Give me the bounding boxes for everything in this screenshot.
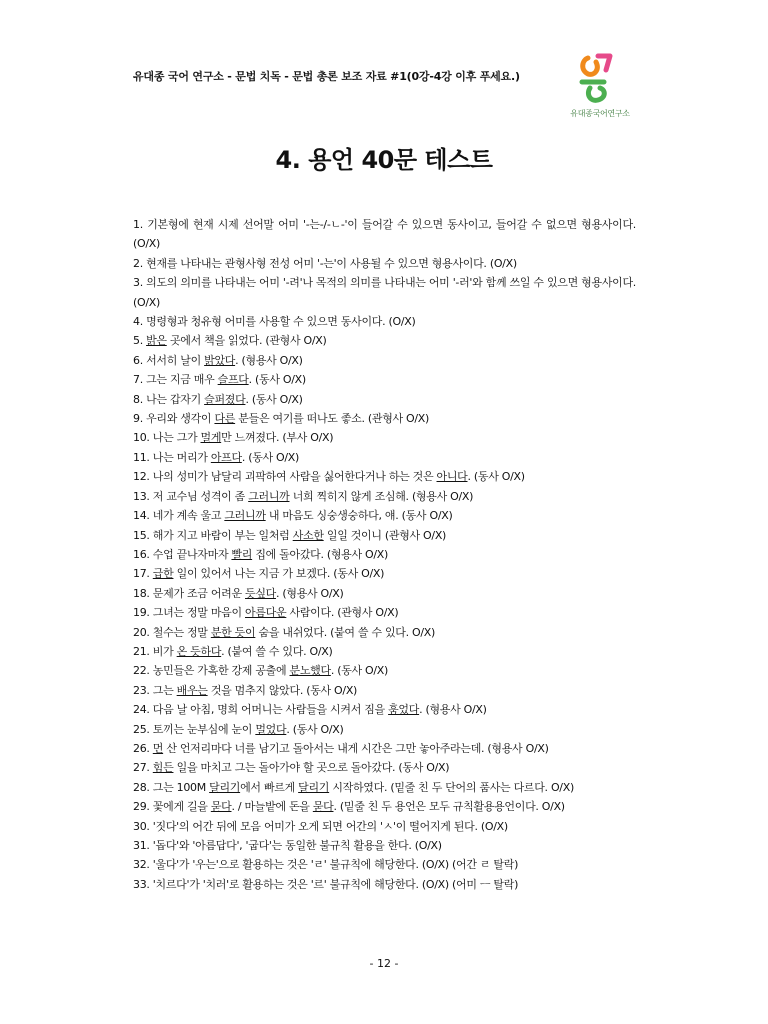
question-text: 19. 그녀는 정말 마음이	[133, 606, 245, 620]
question-text: . (동사 O/X)	[286, 722, 344, 736]
institute-logo	[560, 48, 640, 124]
question-text: . (형용사 O/X)	[275, 586, 344, 600]
question-text: 숨을 내쉬었다. (붙여 쓸 수 있다. O/X)	[255, 625, 436, 639]
document-header: 유대종 국어 연구소 - 문법 치독 - 문법 총론 보조 자료 #1(0강-4강 이후 푸세요.)	[133, 70, 520, 83]
underlined-term: 급한	[152, 567, 174, 581]
underlined-term: 묻다	[210, 800, 232, 814]
question-item	[133, 331, 636, 350]
underlined-term: 다른	[214, 412, 236, 426]
question-text: 22. 농민들은 가혹한 강제 공출에	[133, 664, 290, 678]
question-item	[133, 564, 636, 583]
question-item	[133, 797, 636, 816]
question-text: 분들은 여기를 떠나도 좋소. (관형사 O/X)	[235, 412, 430, 426]
underlined-term: 아름다운	[245, 606, 287, 620]
underlined-term: 아니다	[436, 470, 468, 484]
question-list	[133, 215, 636, 894]
question-text: 12. 나의 성미가 남달리 괴팍하여 사람을 싫어한다거나 하는 것은	[133, 470, 437, 484]
question-text: 집에 돌아갔다. (형용사 O/X)	[252, 547, 389, 561]
question-item	[133, 584, 636, 603]
underlined-term: 배우는	[176, 683, 208, 697]
question-text: 3. 의도의 의미를 나타내는 어미 '-려'나 목적의 의미를 나타내는 어미 '-러'와 함께 쓰일 수 있으면 형용사이다. (O/X)	[133, 276, 636, 309]
question-item	[133, 875, 636, 894]
question-text: 2. 현재를 나타내는 관형사형 전성 어미 '-는'이 사용될 수 있으면 형용사이다. (O/X)	[133, 256, 517, 270]
question-text: 15. 해가 지고 바람이 부는 일처럼	[133, 528, 293, 542]
question-text: . (동사 O/X)	[241, 450, 300, 464]
underlined-term: 분노했다	[289, 664, 331, 678]
question-text: . (동사 O/X)	[248, 373, 306, 387]
underlined-term: 그러니까	[248, 489, 290, 503]
question-item	[133, 545, 636, 564]
underlined-term: 밝았다	[204, 353, 236, 367]
question-text: 13. 저 교수님 성격이 좀	[133, 489, 249, 503]
question-item	[133, 642, 636, 661]
question-item	[133, 700, 636, 719]
question-text: 내 마음도 싱숭생숭하다, 얘. (동사 O/X)	[265, 509, 453, 523]
question-text: 7. 그는 지금 매우	[133, 373, 218, 387]
question-text: . (밑줄 친 두 용언은 모두 규칙활용용언이다. O/X)	[333, 800, 565, 814]
question-text: 일이 있어서 나는 지금 가 보겠다. (동사 O/X)	[173, 567, 385, 581]
underlined-term: 달리기	[209, 780, 241, 794]
question-text: 14. 네가 계속 울고	[133, 509, 225, 523]
question-item	[133, 254, 636, 273]
question-item	[133, 836, 636, 855]
underlined-term: 밝은	[146, 334, 167, 348]
question-text: 6. 서서히 날이	[133, 353, 205, 367]
question-item	[133, 506, 636, 525]
question-text: 32. '울다'가 '우는'으로 활용하는 것은 'ㄹ' 불규칙에 해당한다. (O/X) (어간 ㄹ 탈락)	[133, 858, 519, 872]
question-text: 16. 수업 끝나자마자	[133, 547, 232, 561]
question-item	[133, 273, 636, 312]
question-item	[133, 409, 636, 428]
question-item	[133, 390, 636, 409]
question-text: . (동사 O/X)	[245, 392, 303, 406]
underlined-term: 그러니까	[224, 509, 266, 523]
question-text: 일을 마치고 그는 돌아가야 할 곳으로 돌아갔다. (동사 O/X)	[173, 761, 450, 775]
question-item	[133, 487, 636, 506]
question-text: 29. 꽃에게 길을	[133, 800, 211, 814]
underlined-term: 묻다	[312, 800, 334, 814]
question-item	[133, 817, 636, 836]
underlined-term: 온 듯하다	[176, 644, 222, 658]
question-text: . (형용사 O/X)	[419, 703, 487, 717]
question-item	[133, 215, 636, 254]
question-text: 곳에서 책을 읽었다. (관형사 O/X)	[166, 334, 327, 348]
underlined-term: 사소한	[292, 528, 324, 542]
question-item	[133, 351, 636, 370]
logo-mark-icon	[560, 48, 640, 108]
question-text: . (붙여 쓸 수 있다. O/X)	[221, 644, 333, 658]
question-item	[133, 739, 636, 758]
question-text: 10. 나는 그가	[133, 431, 201, 445]
question-text: 너희 찍히지 않게 조심해. (형용사 O/X)	[289, 489, 474, 503]
question-text: 11. 나는 머리가	[133, 450, 211, 464]
question-text: 5.	[133, 334, 147, 348]
question-text: 산 언저리마다 너를 남기고 돌아서는 내게 시간은 그만 놓아주라는데. (형용사 O/X)	[163, 741, 549, 755]
page-number: - 12 -	[369, 957, 399, 970]
page-title: 4. 용언 40문 테스트	[275, 146, 493, 174]
question-item	[133, 681, 636, 700]
question-text: 4. 명령형과 청유형 어미를 사용할 수 있으면 동사이다. (O/X)	[133, 315, 416, 329]
question-text: 시작하였다. (밑줄 친 두 단어의 품사는 다르다. O/X)	[329, 780, 574, 794]
question-text: 18. 문제가 조금 어려운	[133, 586, 245, 600]
question-item	[133, 467, 636, 486]
question-item	[133, 370, 636, 389]
underlined-term: 슬프다	[217, 373, 249, 387]
question-item	[133, 603, 636, 622]
question-text: 에서 빠르게	[240, 780, 299, 794]
question-text: 8. 나는 갑자기	[133, 392, 205, 406]
question-text: 24. 다음 날 아침, 명희 어머니는 사람들을 시켜서 짐을	[133, 703, 389, 717]
question-item	[133, 526, 636, 545]
underlined-term: 먼	[152, 741, 164, 755]
question-item	[133, 623, 636, 642]
question-text: . (동사 O/X)	[467, 470, 525, 484]
underlined-term: 듯싶다	[245, 586, 276, 600]
question-item	[133, 758, 636, 777]
question-text: 23. 그는	[133, 683, 177, 697]
question-item	[133, 778, 636, 797]
question-text: . (형용사 O/X)	[235, 353, 303, 367]
question-text: 20. 철수는 정말	[133, 625, 211, 639]
question-text: 25. 토끼는 눈부심에 눈이	[133, 722, 256, 736]
question-text: 9. 우리와 생각이	[133, 412, 215, 426]
question-text: . / 마늘밭에 돈을	[231, 800, 313, 814]
logo-text: 유대종국어연구소	[570, 109, 630, 118]
underlined-term: 힘든	[152, 761, 174, 775]
underlined-term: 분한 듯이	[210, 625, 256, 639]
question-item	[133, 661, 636, 680]
question-text: 33. '치르다'가 '치러'로 활용하는 것은 '르' 불규칙에 해당한다. (O/X) (어미 ㅡ 탈락)	[133, 877, 519, 891]
question-text: 17.	[133, 567, 153, 581]
underlined-term: 빨리	[231, 547, 253, 561]
question-text: 1. 기본형에 현재 시제 선어말 어미 '-는-/-ㄴ-'이 들어갈 수 있으면 동사이고, 들어갈 수 없으면 형용사이다. (O/X)	[133, 218, 636, 251]
underlined-term: 멀게	[200, 431, 222, 445]
underlined-term: 훔었다	[388, 703, 420, 717]
question-text: 30. '짓다'의 어간 뒤에 모음 어미가 오게 되면 어간의 'ㅅ'이 떨어지게 된다. (O/X)	[133, 819, 508, 833]
question-item	[133, 855, 636, 874]
underlined-term: 달리기	[298, 780, 330, 794]
underlined-term: 아프다	[210, 450, 242, 464]
question-item	[133, 448, 636, 467]
question-item	[133, 312, 636, 331]
question-text: 28. 그는 100M	[133, 780, 210, 794]
question-item	[133, 720, 636, 739]
question-text: 21. 비가	[133, 644, 177, 658]
question-text: 일일 것이니 (관형사 O/X)	[323, 528, 447, 542]
question-text: 31. '돕다'와 '아름답다', '굽다'는 동일한 불규칙 활용을 한다. (O/X)	[133, 839, 442, 852]
question-text: 것을 멈추지 않았다. (동사 O/X)	[207, 683, 358, 697]
question-text: 사람이다. (관형사 O/X)	[286, 606, 399, 620]
question-text: 만 느껴졌다. (부사 O/X)	[221, 431, 334, 445]
question-text: 26.	[133, 741, 153, 755]
question-text: 27.	[133, 761, 153, 775]
question-text: . (동사 O/X)	[330, 664, 389, 678]
question-item	[133, 428, 636, 447]
underlined-term: 멀었다	[255, 722, 287, 736]
underlined-term: 슬퍼졌다	[204, 392, 246, 406]
